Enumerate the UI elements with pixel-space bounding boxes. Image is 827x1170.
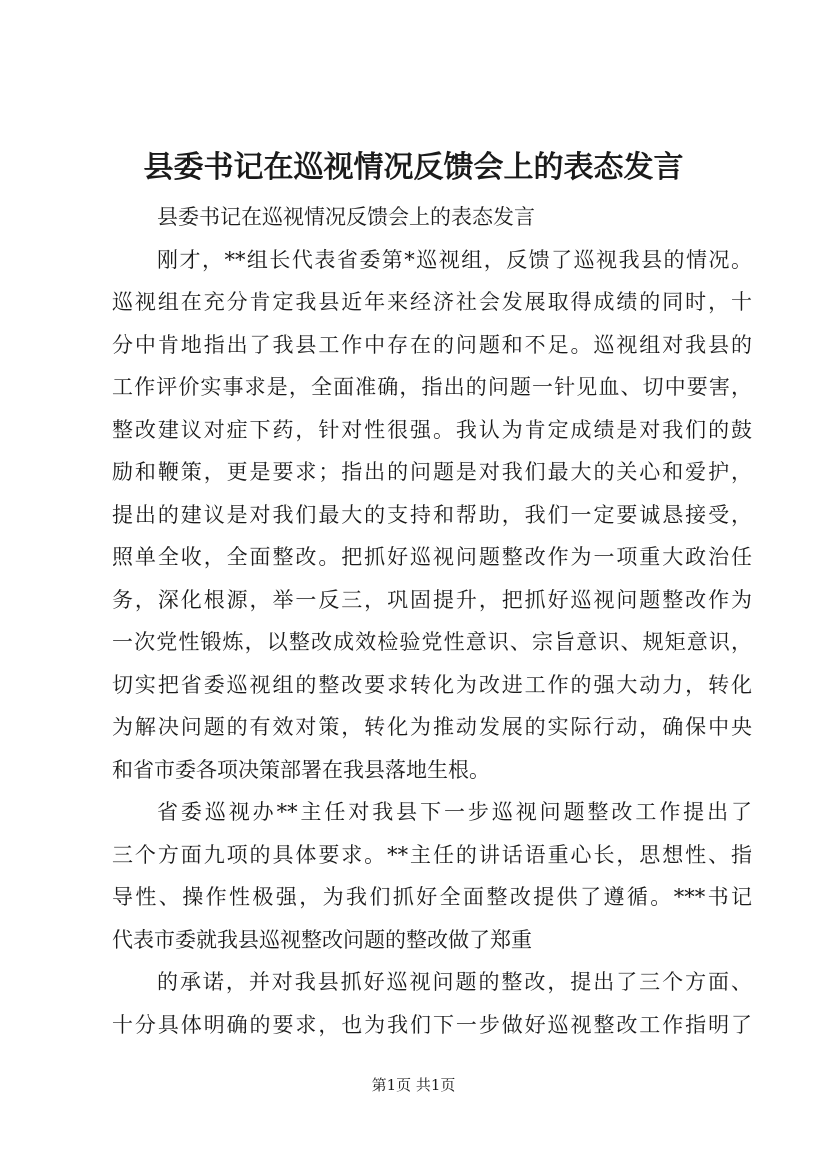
text-line: 三个方面九项的具体要求。**主任的讲话语重心长，思想性、指 (112, 842, 752, 867)
text-line: 励和鞭策，更是要求；指出的问题是对我们最大的关心和爱护， (112, 460, 752, 484)
text-line: 分中肯地指出了我县工作中存在的问题和不足。巡视组对我县的 (112, 332, 752, 357)
text-line: 巡视组在充分肯定我县近年来经济社会发展取得成绩的同时，十 (112, 290, 752, 314)
document-title: 县委书记在巡视情况反馈会上的表态发言 (143, 150, 684, 185)
text-line: 务，深化根源，举一反三，巩固提升，把抓好巡视问题整改作为 (112, 587, 752, 612)
text-line: 照单全收，全面整改。把抓好巡视问题整改作为一项重大政治任 (112, 545, 752, 569)
text-line: 十分具体明确的要求，也为我们下一步做好巡视整改工作指明了 (112, 1012, 752, 1037)
text-line: 为解决问题的有效对策，转化为推动发展的实际行动，确保中央 (112, 715, 752, 739)
text-line: 的承诺，并对我县抓好巡视问题的整改，提出了三个方面、 (157, 970, 752, 994)
text-line: 一次党性锻炼，以整改成效检验党性意识、宗旨意识、规矩意识， (112, 630, 752, 654)
text-line: 切实把省委巡视组的整改要求转化为改进工作的强大动力，转化 (112, 672, 752, 697)
text-line: 县委书记在巡视情况反馈会上的表态发言 (157, 205, 535, 229)
text-line: 代表市委就我县巡视整改问题的整改做了郑重 (112, 927, 532, 952)
text-line: 工作评价实事求是，全面准确，指出的问题一针见血、切中要害， (112, 375, 752, 399)
text-line: 和省市委各项决策部署在我县落地生根。 (112, 757, 490, 782)
text-line: 整改建议对症下药，针对性很强。我认为肯定成绩是对我们的鼓 (112, 417, 752, 442)
document-body (112, 196, 752, 1046)
page-footer: 第1页 共1页 (371, 1076, 456, 1094)
text-line: 省委巡视办**主任对我县下一步巡视问题整改工作提出了 (157, 800, 752, 824)
text-line: 导性、操作性极强，为我们抓好全面整改提供了遵循。***书记 (112, 885, 752, 909)
text-line: 刚才，**组长代表省委第*巡视组，反馈了巡视我县的情况。 (157, 247, 752, 272)
text-line: 提出的建议是对我们最大的支持和帮助，我们一定要诚恳接受， (112, 502, 752, 527)
